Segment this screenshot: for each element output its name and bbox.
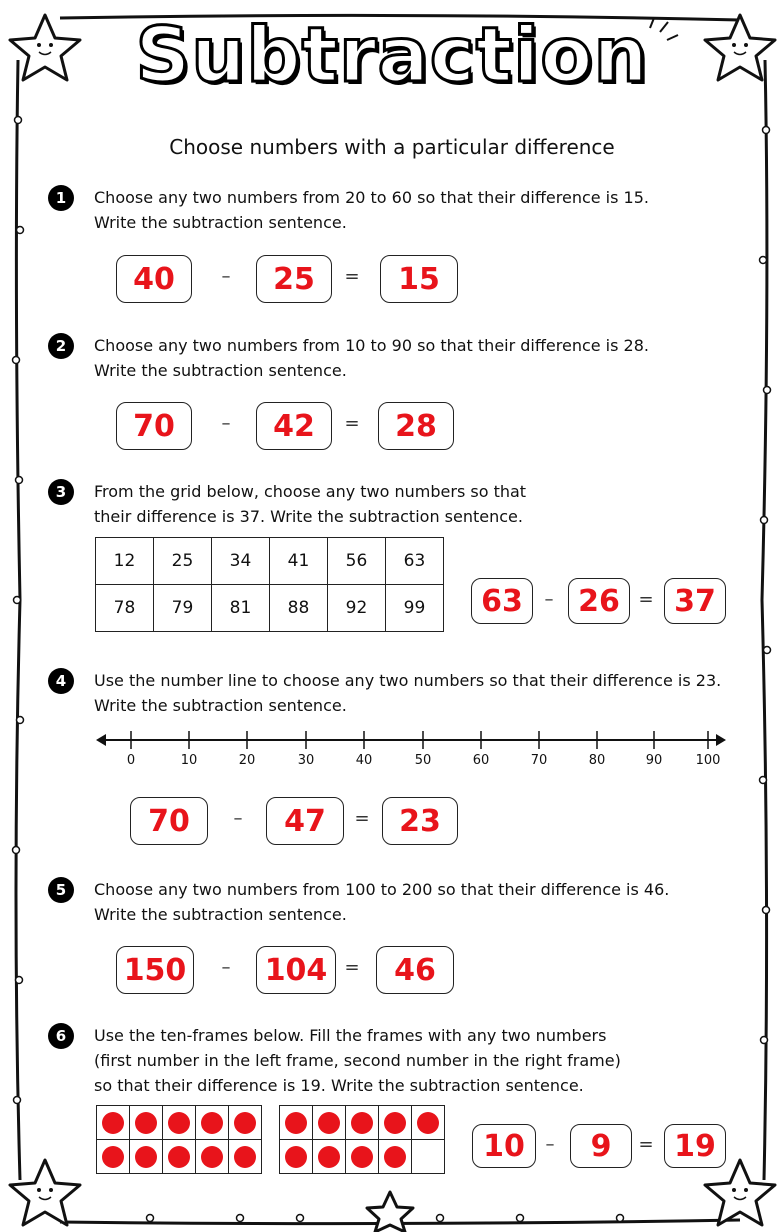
grid-cell[interactable]: 79 <box>154 585 212 632</box>
equals-sign: = <box>344 266 360 287</box>
counter-dot <box>201 1146 223 1168</box>
answer-box-difference[interactable]: 19 <box>664 1124 726 1168</box>
answer-box-minuend[interactable]: 150 <box>116 946 194 994</box>
grid-cell[interactable]: 63 <box>386 538 444 585</box>
ten-frame-cell[interactable] <box>229 1106 262 1140</box>
answer-box-subtrahend[interactable]: 42 <box>256 402 332 450</box>
question-line: Use the number line to choose any two numbers so that their difference is 23. <box>94 671 722 690</box>
grid-cell[interactable]: 81 <box>212 585 270 632</box>
question-line: Write the subtraction sentence. <box>94 905 347 924</box>
grid-cell[interactable]: 92 <box>328 585 386 632</box>
minus-sign: – <box>544 589 554 610</box>
minus-sign: – <box>221 957 231 978</box>
grid-cell[interactable]: 12 <box>96 538 154 585</box>
question-number: 3 <box>48 479 74 505</box>
minus-sign: – <box>221 266 231 287</box>
counter-dot <box>102 1112 124 1134</box>
question-number: 2 <box>48 333 74 359</box>
answer-box-subtrahend[interactable]: 25 <box>256 255 332 303</box>
question-text <box>94 877 669 927</box>
answer-box-subtrahend[interactable]: 47 <box>266 797 344 845</box>
question-number: 4 <box>48 668 74 694</box>
answer-box-minuend[interactable]: 63 <box>471 578 533 624</box>
question-line: Write the subtraction sentence. <box>94 361 347 380</box>
counter-dot <box>417 1112 439 1134</box>
ten-frame-cell[interactable] <box>130 1106 163 1140</box>
question-line: Choose any two numbers from 20 to 60 so that their difference is 15. <box>94 188 649 207</box>
answer-box-difference[interactable]: 37 <box>664 578 726 624</box>
tick-label: 80 <box>588 753 606 768</box>
tick-label: 60 <box>472 753 490 768</box>
question-line: so that their difference is 19. Write the subtraction sentence. <box>94 1076 584 1095</box>
equals-sign: = <box>638 589 654 610</box>
counter-dot <box>384 1112 406 1134</box>
grid-cell[interactable]: 88 <box>270 585 328 632</box>
question-line: Write the subtraction sentence. <box>94 213 347 232</box>
tick-label: 10 <box>180 753 198 768</box>
ten-frame-cell[interactable] <box>163 1106 196 1140</box>
question-line: Choose any two numbers from 100 to 200 so that their difference is 46. <box>94 880 670 899</box>
counter-dot <box>102 1146 124 1168</box>
grid-cell[interactable]: 41 <box>270 538 328 585</box>
tick-label: 90 <box>645 753 663 768</box>
counter-dot <box>318 1146 340 1168</box>
tick-label: 20 <box>238 753 256 768</box>
arrow-right-icon <box>716 734 726 746</box>
ten-frame-cell[interactable] <box>346 1106 379 1140</box>
answer-box-difference[interactable]: 15 <box>380 255 458 303</box>
answer-box-difference[interactable]: 46 <box>376 946 454 994</box>
grid-cell[interactable]: 78 <box>96 585 154 632</box>
equals-sign: = <box>638 1134 654 1155</box>
question-line: Choose any two numbers from 10 to 90 so that their difference is 28. <box>94 336 649 355</box>
question-number: 5 <box>48 877 74 903</box>
ten-frame-cell[interactable] <box>97 1106 130 1140</box>
ten-frame-cell[interactable] <box>412 1106 445 1140</box>
answer-box-minuend[interactable]: 70 <box>116 402 192 450</box>
question-line: Use the ten-frames below. Fill the frames with any two numbers <box>94 1026 607 1045</box>
ten-frame-cell[interactable] <box>379 1140 412 1174</box>
counter-dot <box>135 1112 157 1134</box>
answer-box-minuend[interactable]: 70 <box>130 797 208 845</box>
counter-dot <box>285 1112 307 1134</box>
tick-label: 100 <box>695 753 721 768</box>
grid-cell[interactable]: 25 <box>154 538 212 585</box>
page-title: Subtraction <box>135 10 649 99</box>
question-line: (first number in the left frame, second number in the right frame) <box>94 1051 621 1070</box>
tick-label: 70 <box>530 753 548 768</box>
question-line: Write the subtraction sentence. <box>94 696 347 715</box>
question-line: their difference is 37. Write the subtraction sentence. <box>94 507 523 526</box>
counter-dot <box>234 1146 256 1168</box>
tick-label: 30 <box>297 753 315 768</box>
answer-box-difference[interactable]: 28 <box>378 402 454 450</box>
minus-sign: – <box>545 1134 555 1155</box>
question-number: 6 <box>48 1023 74 1049</box>
equals-sign: = <box>344 957 360 978</box>
ten-frame-cell[interactable] <box>313 1106 346 1140</box>
minus-sign: – <box>233 808 243 829</box>
minus-sign: – <box>221 413 231 434</box>
answer-box-minuend[interactable]: 40 <box>116 255 192 303</box>
ten-frame-left <box>96 1105 262 1174</box>
ten-frame-cell[interactable] <box>280 1140 313 1174</box>
counter-dot <box>285 1146 307 1168</box>
ten-frame-cell[interactable] <box>280 1106 313 1140</box>
counter-dot <box>318 1112 340 1134</box>
grid-cell[interactable]: 56 <box>328 538 386 585</box>
grid-cell[interactable]: 99 <box>386 585 444 632</box>
page-subtitle: Choose numbers with a particular difference <box>169 135 615 159</box>
counter-dot <box>168 1146 190 1168</box>
tick-label: 40 <box>355 753 373 768</box>
ten-frame-cell[interactable] <box>196 1106 229 1140</box>
counter-dot <box>351 1112 373 1134</box>
equals-sign: = <box>354 808 370 829</box>
answer-box-subtrahend[interactable]: 26 <box>568 578 630 624</box>
ten-frame-cell[interactable] <box>97 1140 130 1174</box>
counter-dot <box>384 1146 406 1168</box>
counter-dot <box>201 1112 223 1134</box>
tick-label: 0 <box>126 753 136 768</box>
question-text <box>94 1023 621 1098</box>
ten-frame-cell[interactable] <box>313 1140 346 1174</box>
ten-frame-cell[interactable] <box>229 1140 262 1174</box>
ten-frame-cell[interactable] <box>379 1106 412 1140</box>
grid-cell[interactable]: 34 <box>212 538 270 585</box>
counter-dot <box>135 1146 157 1168</box>
answer-box-subtrahend[interactable]: 9 <box>570 1124 632 1168</box>
arrow-left-icon <box>96 734 106 746</box>
ten-frame-cell[interactable] <box>163 1140 196 1174</box>
counter-dot <box>168 1112 190 1134</box>
ten-frame-cell[interactable] <box>412 1140 445 1174</box>
ten-frame-right <box>279 1105 445 1174</box>
answer-box-subtrahend[interactable]: 104 <box>256 946 336 994</box>
tick-label: 50 <box>414 753 432 768</box>
equals-sign: = <box>344 413 360 434</box>
ten-frame-cell[interactable] <box>346 1140 379 1174</box>
ten-frame-cell[interactable] <box>130 1140 163 1174</box>
question-line: From the grid below, choose any two numbers so that <box>94 482 527 501</box>
answer-box-difference[interactable]: 23 <box>382 797 458 845</box>
answer-box-minuend[interactable]: 10 <box>472 1124 536 1168</box>
question-number: 1 <box>48 185 74 211</box>
counter-dot <box>351 1146 373 1168</box>
counter-dot <box>234 1112 256 1134</box>
ten-frame-cell[interactable] <box>196 1140 229 1174</box>
